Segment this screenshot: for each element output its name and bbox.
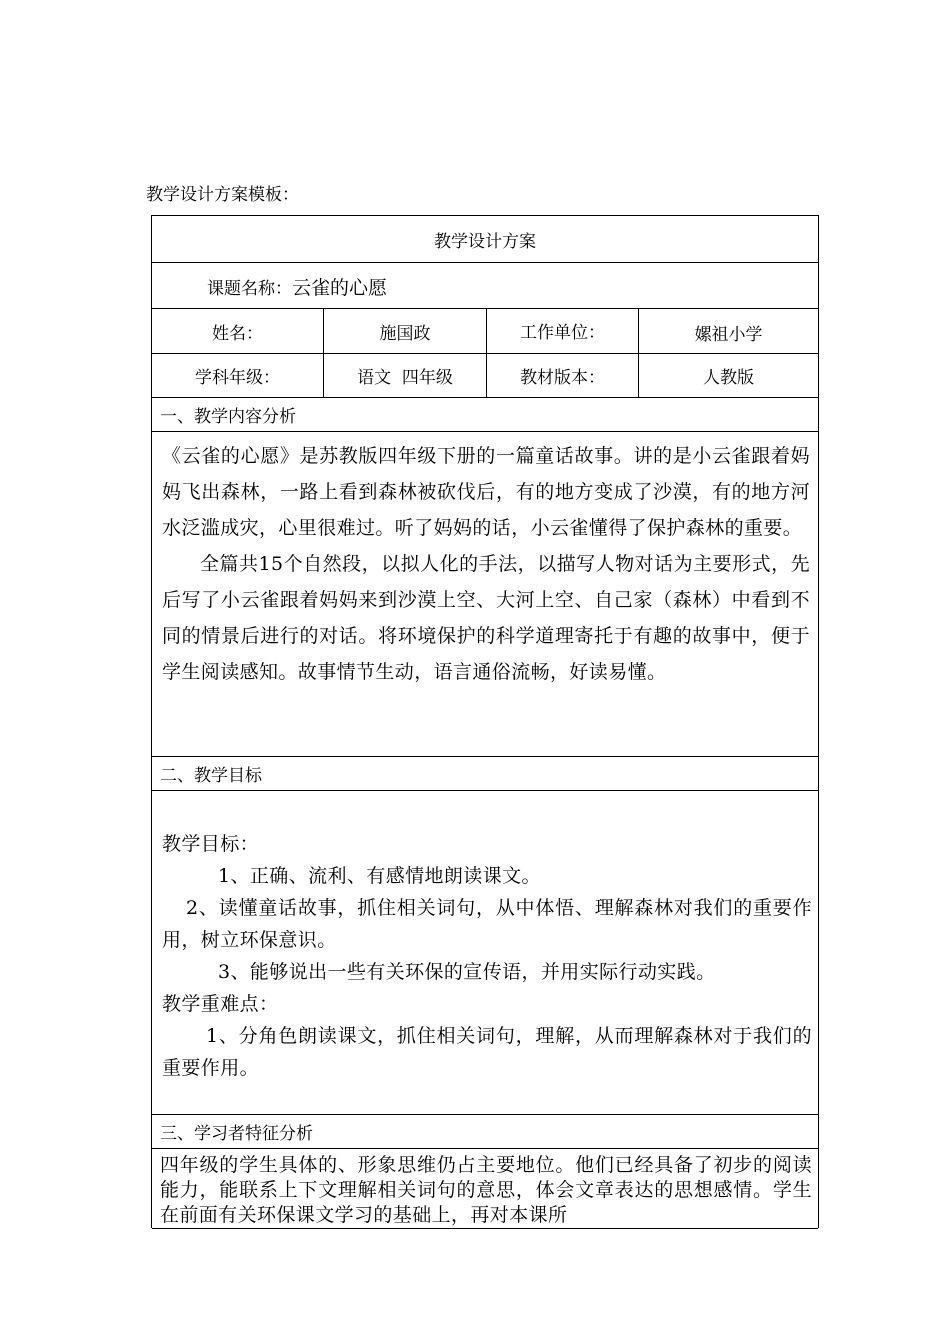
objectives-text [162, 828, 812, 1084]
row-divider [152, 1228, 818, 1229]
topic-value: 云雀的心愿 [292, 277, 388, 299]
objective-2: 2、读懂童话故事，抓住相关词句，从中体悟、理解森林对我们的重要作用，树立环保意识。 [162, 897, 812, 951]
row-divider [152, 262, 818, 263]
row-divider [152, 353, 818, 354]
row-divider [152, 431, 818, 432]
table-title: 教学设计方案 [434, 232, 536, 252]
learner-analysis-text: 四年级的学生具体的、形象思维仍占主要地位。他们已经具备了初步的阅读能力，能联系上下文理解相关词句的意思，体会文章表达的思想感情。学生在前面有关环保课文学习的基础上，再对本课所 [160, 1154, 812, 1226]
grade-label: 学科年级： [195, 368, 280, 388]
row-divider [152, 308, 818, 309]
section-heading-learner-analysis: 三、学习者特征分析 [160, 1124, 313, 1144]
row-divider [152, 1114, 818, 1115]
content-analysis-text [162, 438, 810, 690]
key-points-label: 教学重难点： [162, 993, 279, 1015]
grade-value: 语文 四年级 [357, 368, 453, 388]
name-value: 施国政 [379, 324, 431, 344]
row-divider [152, 790, 818, 791]
objective-1: 1、正确、流利、有感情地朗读课文。 [218, 865, 541, 887]
content-analysis-para2: 全篇共15个自然段，以拟人化的手法，以描写人物对话为主要形式，先后写了小云雀跟着妈妈来到沙漠上空、大河上空、自己家（森林）中看到不同的情景后进行的对话。将环境保护的科学道理寄托于有趣的故事中，便于学生阅读感知。故事情节生动，语言通俗流畅，好读易懂。 [162, 553, 810, 683]
topic-label [207, 273, 387, 300]
edition-value: 人教版 [703, 368, 754, 388]
unit-label: 工作单位： [520, 323, 605, 343]
content-analysis-para1: 《云雀的心愿》是苏教版四年级下册的一篇童话故事。讲的是小云雀跟着妈妈飞出森林，一路上看到森林被砍伐后，有的地方变成了沙漠，有的地方河水泛滥成灾，心里很难过。听了妈妈的话，小云雀懂得了保护森林的重要。 [162, 445, 810, 539]
row-divider [152, 756, 818, 757]
row-divider [152, 397, 818, 398]
lesson-plan-table [151, 215, 819, 1228]
key-point-1: 1、分角色朗读课文，抓住相关词句，理解，从而理解森林对于我们的重要作用。 [162, 1025, 812, 1079]
objective-3: 3、能够说出一些有关环保的宣传语，并用实际行动实践。 [218, 961, 716, 983]
unit-value: 嫘祖小学 [694, 325, 763, 345]
row-divider [152, 1148, 818, 1149]
section-heading-content-analysis: 一、教学内容分析 [160, 407, 296, 427]
page-caption: 教学设计方案模板： [146, 185, 299, 205]
edition-label: 教材版本： [520, 368, 605, 388]
topic-label-text: 课题名称： [207, 279, 292, 299]
name-label: 姓名： [212, 324, 263, 344]
objectives-label: 教学目标： [162, 833, 260, 855]
section-heading-objectives: 二、教学目标 [160, 766, 262, 786]
